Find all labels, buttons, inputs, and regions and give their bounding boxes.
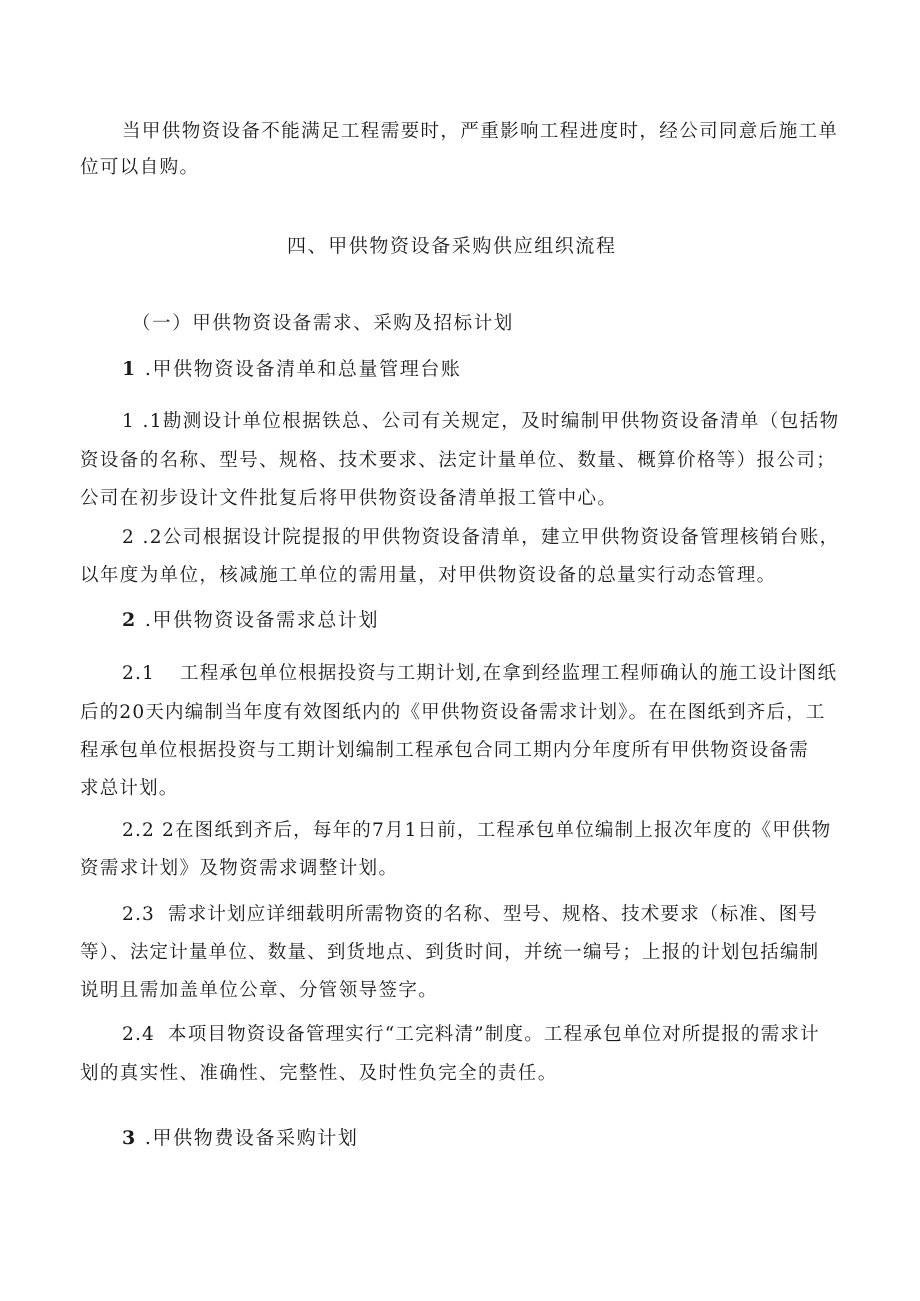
paragraph-line: 程承包单位根据投资与工期计划编制工程承包合同工期内分年度所有甲供物资设备需 <box>80 740 809 761</box>
paragraph-line <box>122 818 882 844</box>
heading-3 <box>122 1125 359 1151</box>
paragraph-line: 资需求计划》及物资需求调整计划。 <box>80 858 399 879</box>
paragraph-line: 当甲供物资设备不能满足工程需要时，严重影响工程进度时，经公司同意后施工单 <box>122 121 839 142</box>
clause-number: 2.1 <box>122 663 156 684</box>
paragraph-line: 资设备的名称、型号、规格、技术要求、法定计量单位、数量、概算价格等）报公司； <box>80 450 837 471</box>
paragraph-line <box>122 1022 882 1048</box>
clause-text: 需求计划应详细载明所需物资的名称、型号、规格、技术要求（标准、图号 <box>168 904 819 925</box>
paragraph-line: 求总计划。 <box>80 778 179 799</box>
clause-text: 2在图纸到齐后，每年的7月1日前，工程承包单位编制上报次年度的《甲供物 <box>162 820 832 841</box>
clause-text: 本项目物资设备管理实行“工完料清”制度。工程承包单位对所提报的需求计 <box>168 1024 820 1045</box>
clause-number: 1 .1 <box>122 411 163 432</box>
heading-text: .甲供物费设备采购计划 <box>144 1127 359 1149</box>
clause-number: 2 .2 <box>122 527 163 548</box>
heading-number: 1 <box>122 358 138 380</box>
heading-text: .甲供物资设备需求总计划 <box>144 609 380 631</box>
heading-number: 2 <box>122 609 138 631</box>
paragraph-line: 划的真实性、准确性、完整性、及时性负完全的责任。 <box>80 1063 558 1084</box>
section-title: 四、甲供物资设备采购供应组织流程 <box>287 235 617 257</box>
paragraph-line: 位可以自购。 <box>80 157 200 178</box>
paragraph-line <box>122 902 882 928</box>
paragraph-line: 后的20天内编制当年度有效图纸内的《甲供物资设备需求计划》。在在图纸到齐后，工 <box>80 702 826 723</box>
heading-number: 3 <box>122 1127 138 1149</box>
paragraph-line <box>122 525 882 551</box>
clause-text: 公司根据设计院提报的甲供物资设备清单，建立甲供物资设备管理核销台账， <box>162 527 840 548</box>
clause-number: 2.2 <box>122 820 156 841</box>
heading-text: .甲供物资设备清单和总量管理台账 <box>144 358 462 380</box>
paragraph-line: 公司在初步设计文件批复后将甲供物资设备清单报工管中心。 <box>80 488 618 509</box>
clause-number: 2.3 <box>122 904 156 925</box>
clause-number: 2.4 <box>122 1024 156 1045</box>
paragraph-line: 以年度为单位，核减施工单位的需用量，对甲供物资设备的总量实行动态管理。 <box>80 565 777 586</box>
paragraph-line: 等）、法定计量单位、数量、到货地点、到货时间，并统一编号；上报的计划包括编制 <box>80 942 820 963</box>
heading-2 <box>122 607 379 633</box>
clause-text: 勘测设计单位根据铁总、公司有关规定，及时编制甲供物资设备清单（包括物 <box>162 411 840 432</box>
paragraph-line <box>122 409 882 435</box>
paragraph-line <box>122 661 882 687</box>
paragraph-line: 说明且需加盖单位公章、分管领导签字。 <box>80 980 439 1001</box>
subsection-title: （一）甲供物资设备需求、采购及招标计划 <box>132 313 514 334</box>
clause-text: 工程承包单位根据投资与工期计划,在拿到经监理工程师确认的施工设计图纸 <box>180 663 838 684</box>
heading-1 <box>122 356 462 382</box>
